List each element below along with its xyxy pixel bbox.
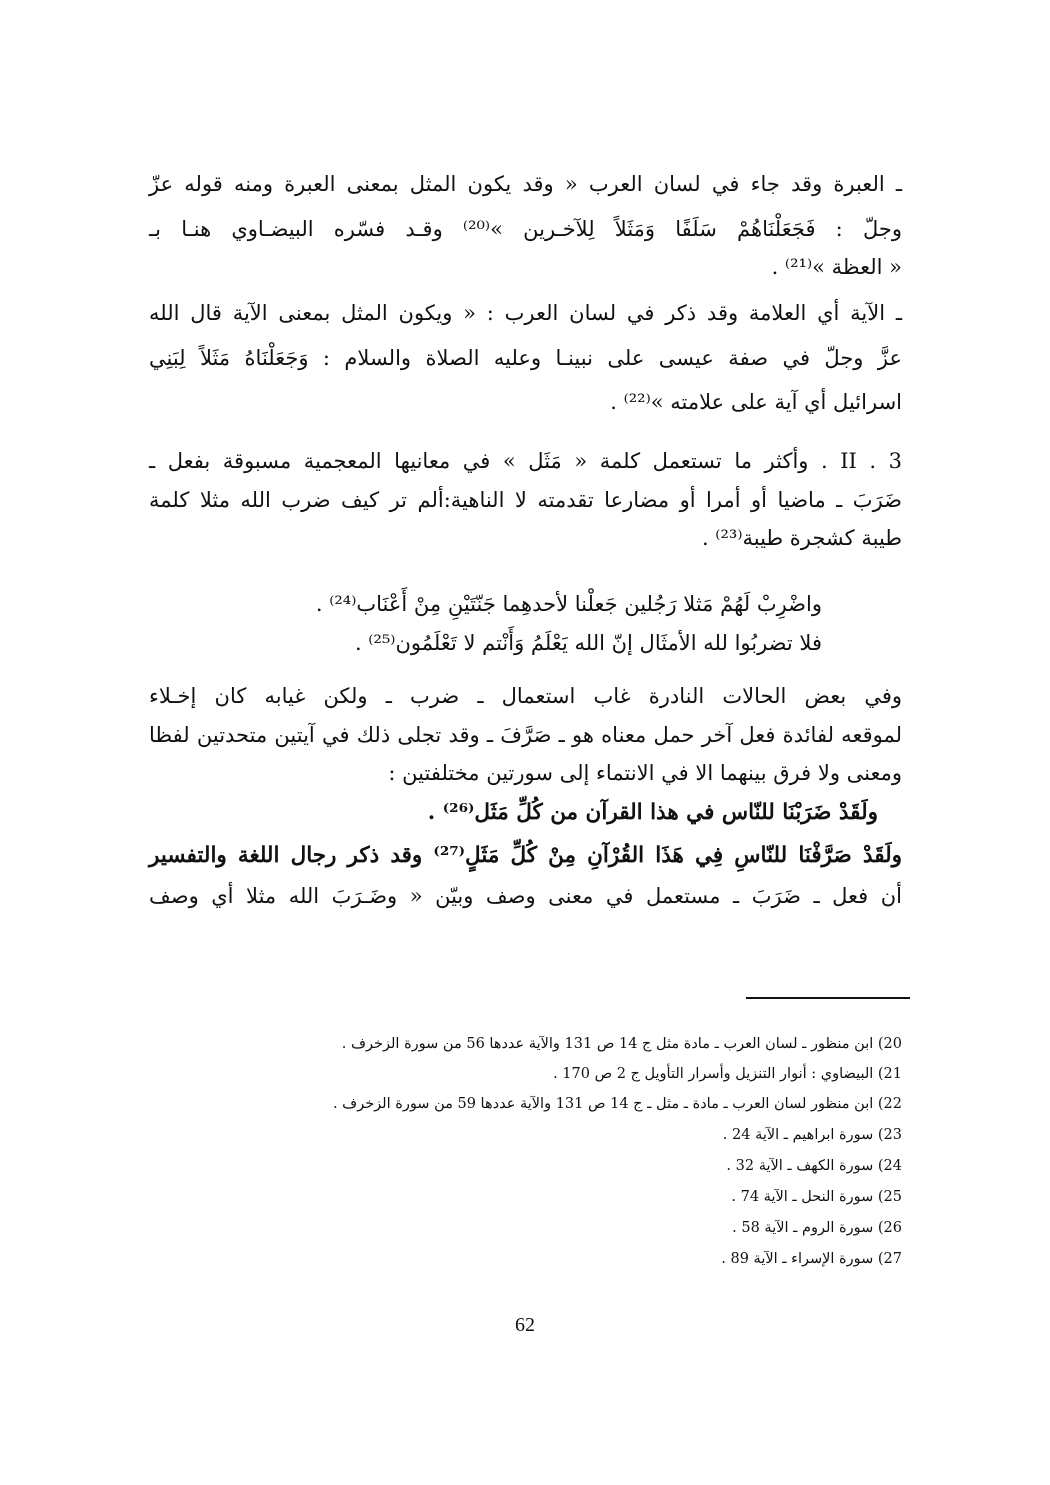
footnote-21: 21) البيضاوي : أنوار التنزيل وأسرار التأويل ج 2 ص 170 .	[553, 1066, 902, 1082]
quoted-verse-26: ولَقَدْ ضَرَبْنَا للنّاس في هذا القرآن من كُلِّ مَثَل⁽²⁶⁾ .	[427, 800, 878, 825]
page-number: 62	[515, 1314, 535, 1336]
body-line-p3-2: ضَرَبَ ـ ماضيا أو أمرا أو مضارعا تقدمته لا الناهية:ألم تر كيف ضرب الله مثلا كلمة	[149, 488, 902, 512]
footnote-27: 27) سورة الإسراء ـ الآية 89 .	[721, 1251, 902, 1267]
body-line-p1-1: ـ العبرة وقد جاء في لسان العرب « وقد يكون المثل بمعنى العبرة ومنه قوله عزّ	[149, 172, 902, 196]
body-line-p1-2: وجلّ : فَجَعَلْنَاهُمْ سَلَفًا وَمَثَلاً لِلآخـرين »⁽²⁰⁾ وقـد فسّره البيضـاوي هنـا بـ	[149, 217, 902, 241]
footnote-26: 26) سورة الروم ـ الآية 58 .	[732, 1220, 902, 1236]
body-line-p2-1: ـ الآية أي العلامة وقد ذكر في لسان العرب : « ويكون المثل بمعنى الآية قال الله	[149, 301, 902, 325]
footnote-25: 25) سورة النحل ـ الآية 74 .	[731, 1189, 902, 1205]
footnote-separator	[746, 997, 910, 999]
body-line-p4-2: لموقعه لفائدة فعل آخر حمل معناه هو ـ صَرَّفَ ـ وقد تجلى ذلك في آيتين متحدتين لفظا	[149, 723, 902, 747]
quoted-verse-25: فلا تضربُوا لله الأمثَال إنّ الله يَعْلَمُ وَأَنْتم لا تَعْلَمُون⁽²⁵⁾ .	[354, 631, 822, 655]
body-line-p2-3: اسرائيل أي آية على علامته »⁽²²⁾ .	[610, 390, 902, 414]
body-line-p5-2: أن فعل ـ ضَرَبَ ـ مستعمل في معنى وصف وبيّن « وضَـرَبَ الله مثلا أي وصف	[149, 884, 902, 908]
body-line-p4-1: وفي بعض الحالات النادرة غاب استعمال ـ ضرب ـ ولكن غيابه كان إخـلاء	[149, 684, 902, 708]
body-line-p3-3: طيبة كشجرة طيبة⁽²³⁾ .	[701, 526, 902, 550]
quoted-verse-24: واضْرِبْ لَهُمْ مَثلا رَجُلين جَعلْنا لأحدهِما جَنّتَيْنِ مِنْ أَعْنَاب⁽²⁴⁾ .	[315, 592, 822, 616]
body-line-p1-3: « العظة »⁽²¹⁾ .	[771, 255, 902, 279]
body-line-p5-1: ولَقَدْ صَرَّفْنَا للنّاسِ فِي هَذَا القُرْآنِ مِنْ كُلِّ مَثَلٍ⁽²⁷⁾ وقد ذكر رجال اللغة والتفسير	[149, 843, 902, 868]
footnote-20: 20) ابن منظور ـ لسان العرب ـ مادة مثل ج 14 ص 131 والآية عددها 56 من سورة الزخرف .	[341, 1036, 902, 1052]
footnote-22: 22) ابن منظور لسان العرب ـ مادة ـ مثل ـ ج 14 ص 131 والآية عددها 59 من سورة الزخرف .	[332, 1096, 902, 1112]
footnote-24: 24) سورة الكهف ـ الآية 32 .	[726, 1158, 902, 1174]
body-line-p3-1: II . 3 . وأكثر ما تستعمل كلمة « مَثَل » في معانيها المعجمية مسبوقة بفعل ـ	[149, 449, 903, 473]
footnote-23: 23) سورة ابراهيم ـ الآية 24 .	[722, 1127, 902, 1143]
body-line-p2-2: عزَّ وجلّ في صفة عيسى على نبينـا وعليه الصلاة والسلام : وَجَعَلْنَاهُ مَثَلاً لِبَنِي	[149, 346, 902, 370]
body-line-p4-3: ومعنى ولا فرق بينهما الا في الانتماء إلى سورتين مختلفتين :	[388, 761, 902, 785]
